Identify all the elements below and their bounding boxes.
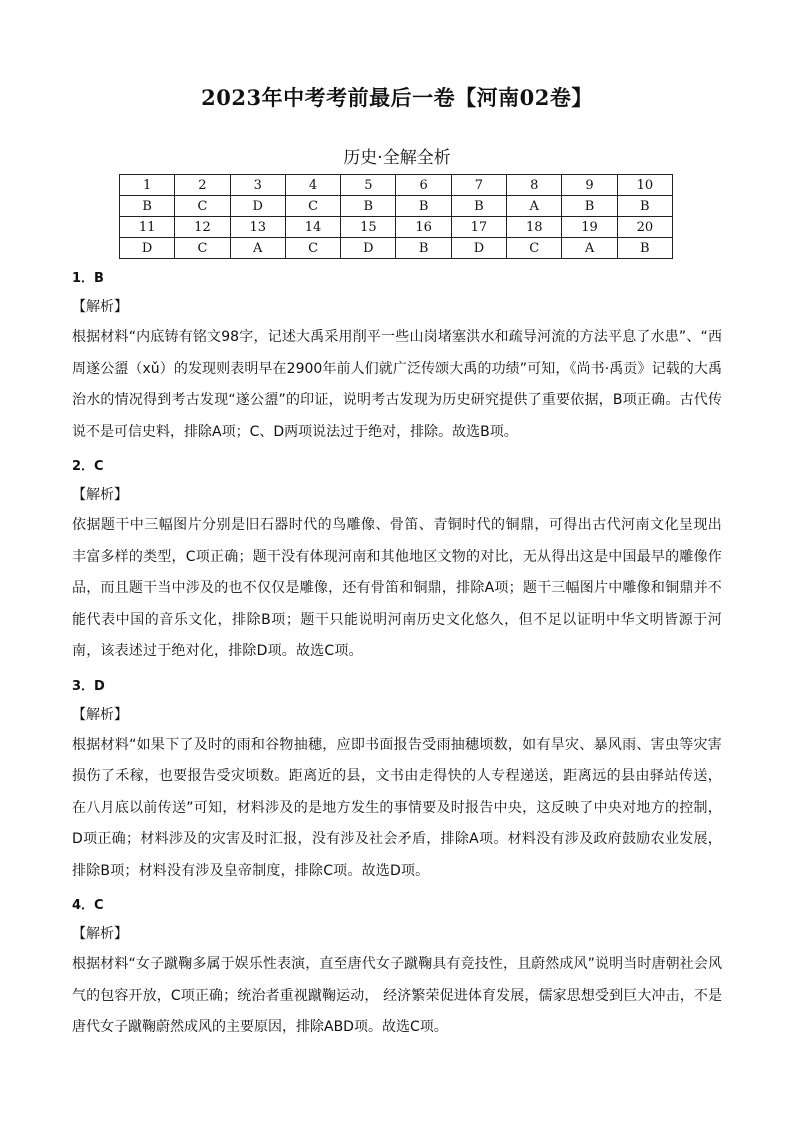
question-number-cell: 18 (507, 217, 562, 238)
analysis-label: 【解析】 (72, 926, 128, 942)
analysis-text: 根据材料“女子蹴鞠多属于娱乐性表演，直至唐代女子蹴鞠具有竞技性，且蔚然成风”说明当时唐朝社会风气的包容开放，C项正确；统治者重视蹴鞠运动， 经济繁荣促进体育发展，儒家思想受到巨大冲击，不是唐代女子蹴鞠蔚然成风的主要原因，排除ABD项。故选C项。 (72, 956, 722, 1035)
question-4 (72, 893, 722, 1044)
answer-row (120, 238, 673, 259)
answer-cell: C (285, 238, 340, 259)
question-number-cell: 10 (617, 175, 672, 196)
question-3 (72, 674, 722, 888)
answer-cell: B (396, 238, 451, 259)
analysis-text: 根据材料“内底铸有铭文98字，记述大禹采用削平一些山岗堵塞洪水和疏导河流的方法平息了水患”、“西周遂公盨（xǔ）的发现则表明早在2900年前人们就广泛传颂大禹的功绩”可知，《尚书·禹贡》记载的大禹治水的情况得到考古发现“遂公盨”的印证，说明考古发现为历史研究提供了重要依据，B项正确。古代传说不是可信史料，排除A项；C、D两项说法过于绝对，排除。故选B项。 (72, 329, 722, 440)
analysis-label: 【解析】 (72, 706, 128, 723)
answer-cell: D (230, 196, 285, 217)
question-number-row (120, 217, 673, 238)
analysis-label: 【解析】 (72, 487, 128, 503)
answer-cell: B (617, 238, 672, 259)
answer-cell: D (341, 238, 396, 259)
question-number-cell: 15 (341, 217, 396, 238)
question-heading: 4．C (72, 898, 104, 913)
question-number-cell: 17 (451, 217, 506, 238)
question-heading: 2．C (72, 459, 104, 474)
explanations (72, 266, 722, 1050)
question-number-cell: 12 (175, 217, 230, 238)
question-number-cell: 3 (230, 175, 285, 196)
answer-cell: B (396, 196, 451, 217)
answer-row (120, 196, 673, 217)
question-number-cell: 4 (285, 175, 340, 196)
question-number-cell: 19 (562, 217, 617, 238)
question-number-cell: 8 (507, 175, 562, 196)
question-number-cell: 5 (341, 175, 396, 196)
answer-cell: B (562, 196, 617, 217)
document-title: 2023年中考考前最后一卷【河南02卷】 (201, 85, 593, 110)
question-heading: 3．D (72, 678, 105, 694)
question-2 (72, 454, 722, 668)
answer-cell: C (507, 238, 562, 259)
analysis-text: 依据题干中三幅图片分别是旧石器时代的鸟雕像、骨笛、青铜时代的铜鼎，可得出古代河南文化呈现出丰富多样的类型，C项正确；题干没有体现河南和其他地区文物的对比，无从得出这是中国最早的雕像作品，而且题干当中涉及的也不仅仅是雕像，还有骨笛和铜鼎，排除A项；题干三幅图片中雕像和铜鼎并不能代表中国的音乐文化，排除B项；题干只能说明河南历史文化悠久，但不足以证明中华文明皆源于河南，该表述过于绝对化，排除D项。故选C项。 (72, 517, 722, 659)
question-number-cell: 11 (120, 217, 175, 238)
answer-table (119, 174, 673, 259)
answer-cell: D (451, 238, 506, 259)
answer-cell: C (175, 238, 230, 259)
answer-cell: C (285, 196, 340, 217)
question-number-cell: 6 (396, 175, 451, 196)
question-number-cell: 14 (285, 217, 340, 238)
question-number-cell: 20 (617, 217, 672, 238)
answer-cell: A (230, 238, 285, 259)
answer-cell: C (175, 196, 230, 217)
question-number-cell: 7 (451, 175, 506, 196)
question-heading: 1．B (72, 271, 104, 286)
question-number-cell: 2 (175, 175, 230, 196)
answer-cell: B (120, 196, 175, 217)
answer-cell: A (562, 238, 617, 259)
answer-cell: B (617, 196, 672, 217)
document-subtitle: 历史·全解全析 (343, 148, 451, 168)
analysis-text: 根据材料“如果下了及时的雨和谷物抽穗，应即书面报告受雨抽穗顷数，如有旱灾、暴风雨、害虫等灾害损伤了禾稼，也要报告受灾顷数。距离近的县，文书由走得快的人专程递送，距离远的县由驿站传送，在八月底以前传送”可知，材料涉及的是地方发生的事情要及时报告中央，这反映了中央对地方的控制，D项正确；材料涉及的灾害及时汇报，没有涉及社会矛盾，排除A项。材料没有涉及政府鼓励农业发展，排除B项；材料没有涉及皇帝制度，排除C项。故选D项。 (72, 736, 722, 879)
question-number-row (120, 175, 673, 196)
question-number-cell: 9 (562, 175, 617, 196)
question-number-cell: 1 (120, 175, 175, 196)
answer-cell: B (341, 196, 396, 217)
answer-cell: D (120, 238, 175, 259)
question-number-cell: 13 (230, 217, 285, 238)
answer-cell: B (451, 196, 506, 217)
analysis-label: 【解析】 (72, 299, 128, 315)
question-number-cell: 16 (396, 217, 451, 238)
question-1 (72, 266, 722, 448)
answer-cell: A (507, 196, 562, 217)
